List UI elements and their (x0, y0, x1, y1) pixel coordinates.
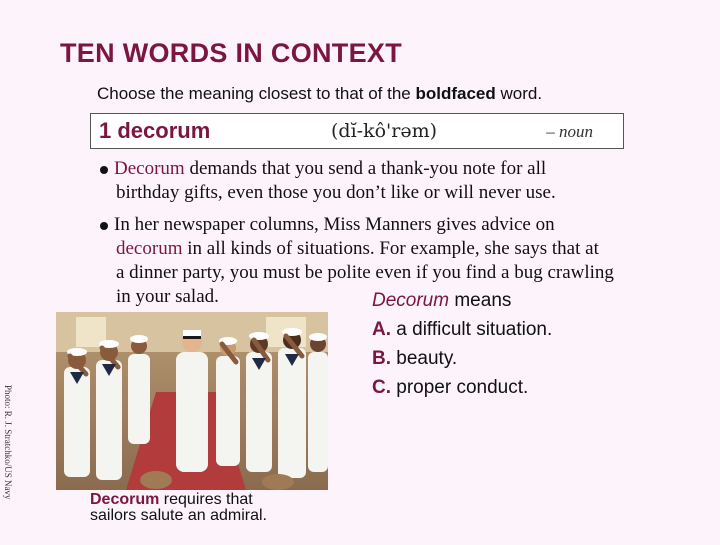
sentence1-keyword: Decorum (114, 158, 185, 179)
choice-c-letter: C. (372, 377, 391, 398)
page-title: TEN WORDS IN CONTEXT (60, 38, 402, 68)
sentence2-line2-text: in all kinds of situations. For example, she says that at (182, 238, 599, 259)
choice-a-text: a difficult situation. (391, 319, 553, 340)
question-text: means (449, 290, 512, 311)
photo-illustration (56, 312, 328, 490)
bullet-icon (100, 222, 108, 230)
photo-caption (90, 492, 267, 524)
bullet-icon (100, 166, 108, 174)
instruction-bold: boldfaced (415, 84, 496, 103)
sentence1-text: demands that you send a thank-you note for all (184, 158, 547, 179)
choice-b[interactable] (372, 348, 457, 370)
choice-c-text: proper conduct. (391, 377, 529, 398)
part-of-speech: – noun (546, 122, 593, 141)
instruction (97, 84, 542, 104)
sailors-saluting-photo (56, 312, 328, 490)
caption-line1 (90, 492, 267, 508)
sentence2-line4: in your salad. (116, 286, 219, 307)
instruction-text: Choose the meaning closest to that of the (97, 84, 416, 103)
sentence2-line3: a dinner party, you must be polite even if you find a bug crawling (116, 262, 614, 283)
choice-a-letter: A. (372, 319, 391, 340)
question-prompt (372, 290, 511, 312)
choice-a[interactable] (372, 319, 552, 341)
sentence1-line2: birthday gifts, even those you don’t like or will never use. (116, 182, 556, 203)
instruction-end: word. (495, 84, 543, 103)
pronunciation: (dĭ-kô'rəm) (331, 120, 438, 142)
example-sentence-1 (100, 157, 660, 205)
question-keyword: Decorum (372, 290, 450, 311)
word-entry-box (90, 113, 624, 149)
photo-credit: Photo: R. J. Stratchko/US Navy (3, 385, 13, 500)
vocab-word: 1 decorum (99, 118, 211, 143)
sentence2-text: In her newspaper columns, Miss Manners gives advice on (114, 214, 555, 235)
sentence2-line2 (100, 237, 660, 261)
caption-text: requires that (159, 491, 253, 508)
choice-b-letter: B. (372, 348, 391, 369)
sentence2-keyword: decorum (116, 238, 183, 259)
caption-line2: sailors salute an admiral. (90, 507, 267, 524)
choice-c[interactable] (372, 377, 528, 399)
caption-keyword: Decorum (90, 491, 160, 508)
choice-b-text: beauty. (391, 348, 458, 369)
sentence2-line1 (100, 213, 660, 237)
sentence1-line1 (100, 157, 660, 181)
